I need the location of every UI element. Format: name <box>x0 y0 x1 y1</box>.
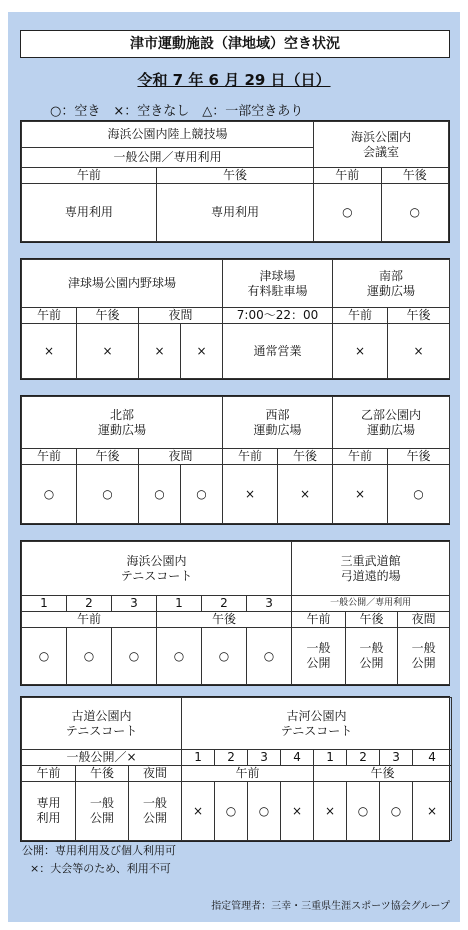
legend: ○：空き ×：空きなし △：一部空きあり <box>50 104 304 119</box>
kogawa-name: 古河公園内 テニスコート <box>182 698 452 750</box>
tennis-name: 海浜公園内 テニスコート <box>22 542 292 596</box>
page <box>8 12 460 922</box>
status-cell: ○ <box>380 782 413 841</box>
track-name: 海浜公園内陸上競技場 <box>22 122 314 148</box>
slot-am: 午前 <box>223 449 278 465</box>
block-5 <box>20 696 450 842</box>
status-cell: × <box>314 782 347 841</box>
status-cell: × <box>223 465 278 524</box>
status-cell: ○ <box>202 628 247 685</box>
status-cell: ○ <box>22 628 67 685</box>
status-cell: ○ <box>314 184 381 242</box>
status-cell: × <box>413 782 452 841</box>
slot-night: 夜間 <box>129 766 182 782</box>
status-cell: × <box>281 782 314 841</box>
status-cell: × <box>139 324 181 379</box>
slot-am: 午前 <box>292 612 346 628</box>
court-number: 1 <box>157 596 202 612</box>
status-cell: 一般 公開 <box>292 628 346 685</box>
kodo-name: 古道公園内 テニスコート <box>22 698 182 750</box>
slot-am: 午前 <box>333 308 388 324</box>
status-cell: 一般 公開 <box>129 782 182 841</box>
south-name: 南部 運動広場 <box>333 260 450 308</box>
status-cell: ○ <box>247 628 292 685</box>
kodo-note: 一般公開／× <box>22 750 182 766</box>
court-number: 2 <box>347 750 380 766</box>
slot-pm: 午後 <box>77 308 139 324</box>
status-cell: ○ <box>181 465 223 524</box>
block-2 <box>20 258 450 380</box>
status-cell: × <box>278 465 333 524</box>
slot-am: 午前 <box>22 449 77 465</box>
slot-pm: 午後 <box>156 168 313 184</box>
status-cell: ○ <box>381 184 448 242</box>
slot-am: 午前 <box>22 612 157 628</box>
court-number: 1 <box>314 750 347 766</box>
status-cell: ○ <box>388 465 450 524</box>
slot-am: 午前 <box>333 449 388 465</box>
slot-pm: 午後 <box>388 308 450 324</box>
status-cell: ○ <box>67 628 112 685</box>
slot-pm: 午後 <box>77 449 139 465</box>
status-cell: 専用利用 <box>156 184 313 242</box>
court-number: 1 <box>182 750 215 766</box>
status-cell: 専用 利用 <box>22 782 76 841</box>
slot-am: 午前 <box>182 766 314 782</box>
footnote-unavailable: ×：大会等のため、利用不可 <box>30 862 171 875</box>
slot-night: 夜間 <box>139 449 223 465</box>
block-3 <box>20 395 450 525</box>
slot-am: 午前 <box>22 308 77 324</box>
parking-status: 通常営業 <box>223 324 333 379</box>
slot-am: 午前 <box>22 766 76 782</box>
parking-hours: 7:00～22：00 <box>223 308 333 324</box>
court-number: 2 <box>202 596 247 612</box>
page-title: 津市運動施設（津地域）空き状況 <box>20 30 450 58</box>
status-cell: ○ <box>248 782 281 841</box>
status-cell: × <box>333 324 388 379</box>
baseball-name: 津球場公園内野球場 <box>22 260 223 308</box>
court-number: 3 <box>248 750 281 766</box>
court-number: 3 <box>112 596 157 612</box>
slot-pm: 午後 <box>278 449 333 465</box>
court-number: 2 <box>215 750 248 766</box>
status-cell: ○ <box>347 782 380 841</box>
slot-pm: 午後 <box>346 612 398 628</box>
slot-pm: 午後 <box>157 612 292 628</box>
footnote-public: 公開：専用利用及び個人利用可 <box>22 844 176 857</box>
status-cell: × <box>388 324 450 379</box>
parking-name: 津球場 有料駐車場 <box>223 260 333 308</box>
slot-am: 午前 <box>314 168 381 184</box>
slot-pm: 午後 <box>381 168 448 184</box>
status-cell: ○ <box>22 465 77 524</box>
date: 令和 7 年 6 月 29 日（日） <box>137 71 331 89</box>
status-cell: 一般 公開 <box>76 782 129 841</box>
status-cell: ○ <box>215 782 248 841</box>
hall-name: 海浜公園内 会議室 <box>314 122 449 168</box>
otobe-name: 乙部公園内 運動広場 <box>333 397 450 449</box>
slot-night: 夜間 <box>398 612 450 628</box>
status-cell: ○ <box>77 465 139 524</box>
status-cell: 専用利用 <box>22 184 157 242</box>
status-cell: × <box>182 782 215 841</box>
block-1 <box>20 120 450 243</box>
slot-pm: 午後 <box>76 766 129 782</box>
status-cell: × <box>22 324 77 379</box>
court-number: 1 <box>22 596 67 612</box>
slot-am: 午前 <box>22 168 157 184</box>
manager-credit: 指定管理者：三幸・三重県生涯スポーツ協会グループ <box>211 901 450 912</box>
court-number: 4 <box>413 750 452 766</box>
budokan-note: 一般公開／専用利用 <box>292 596 450 612</box>
court-number: 3 <box>380 750 413 766</box>
status-cell: 一般 公開 <box>398 628 450 685</box>
status-cell: × <box>333 465 388 524</box>
status-cell: ○ <box>112 628 157 685</box>
slot-night: 夜間 <box>139 308 223 324</box>
court-number: 4 <box>281 750 314 766</box>
status-cell: × <box>77 324 139 379</box>
track-note: 一般公開／専用利用 <box>22 148 314 168</box>
status-cell: ○ <box>157 628 202 685</box>
north-name: 北部 運動広場 <box>22 397 223 449</box>
status-cell: × <box>181 324 223 379</box>
slot-pm: 午後 <box>314 766 452 782</box>
status-cell: ○ <box>139 465 181 524</box>
status-cell: 一般 公開 <box>346 628 398 685</box>
budokan-name: 三重武道館 弓道遠的場 <box>292 542 450 596</box>
court-number: 2 <box>67 596 112 612</box>
slot-pm: 午後 <box>388 449 450 465</box>
west-name: 西部 運動広場 <box>223 397 333 449</box>
court-number: 3 <box>247 596 292 612</box>
block-4 <box>20 540 450 686</box>
